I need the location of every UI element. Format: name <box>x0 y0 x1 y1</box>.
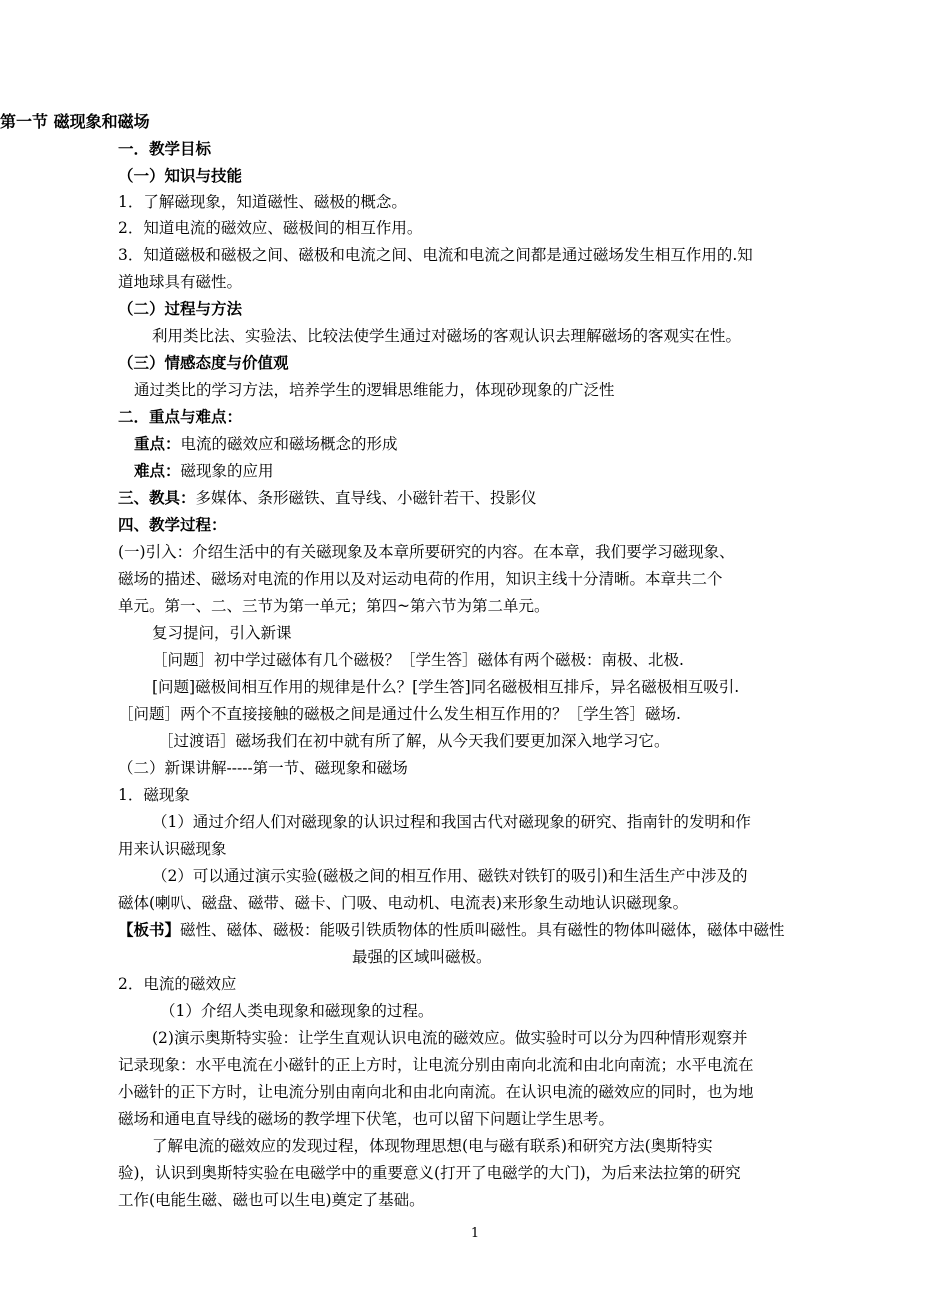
text-line: 3．知道磁极和磁极之间、磁极和电流之间、电流和电流之间都是通过磁场发生相互作用的.知 <box>118 246 753 264</box>
text-line: 复习提问，引入新课 <box>152 624 292 642</box>
page-number: 1 <box>470 1226 480 1241</box>
board-note-text: 磁性、磁体、磁极：能吸引铁质物体的性质叫磁性。具有磁性的物体叫磁体，磁体中磁性 <box>180 921 785 939</box>
difficulty-text: 磁现象的应用 <box>180 462 274 480</box>
heading-key-difficult: 二．重点与难点： <box>118 408 243 426</box>
text-line: （1）介绍人类电现象和磁现象的过程。 <box>160 1002 434 1020</box>
text-line: 工作(电能生磁、磁也可以生电)奠定了基础。 <box>118 1191 425 1209</box>
text-line: 用来认识磁现象 <box>118 840 227 858</box>
teaching-aids-line <box>118 488 537 508</box>
text-line: 磁体(喇叭、磁盘、磁带、磁卡、门吸、电动机、电流表)来形象生动地认识磁现象。 <box>118 894 689 912</box>
text-line: 1．磁现象 <box>118 786 190 804</box>
text-line: ［过渡语］磁场我们在初中就有所了解，从今天我们要更加深入地学习它。 <box>158 732 670 750</box>
text-line: 了解电流的磁效应的发现过程，体现物理思想(电与磁有联系)和研究方法(奥斯特实 <box>152 1137 713 1155</box>
text-line: (一)引入：介绍生活中的有关磁现象及本章所要研究的内容。在本章，我们要学习磁现象、 <box>118 543 735 561</box>
text-line: 通过类比的学习方法，培养学生的逻辑思维能力，体现砂现象的广泛性 <box>134 381 615 399</box>
text-line: 2．知道电流的磁效应、磁极间的相互作用。 <box>118 219 423 237</box>
text-line: [问题]磁极间相互作用的规律是什么？[学生答]同名磁极相互排斥，异名磁极相互吸引. <box>152 678 740 696</box>
page-title: 第一节 磁现象和磁场 <box>0 112 150 131</box>
teaching-aids-text: 多媒体、条形磁铁、直导线、小磁针若干、投影仪 <box>195 489 537 507</box>
difficulty-label: 难点： <box>134 462 181 480</box>
subheading-knowledge-skills: （一）知识与技能 <box>118 167 243 185</box>
text-line: （2）可以通过演示实验(磁极之间的相互作用、磁铁对铁钉的吸引)和生活生产中涉及的 <box>152 867 748 885</box>
text-line: ［问题］两个不直接接触的磁极之间是通过什么发生相互作用的？［学生答］磁场. <box>118 705 681 723</box>
text-line: 小磁针的正下方时，让电流分别由南向北和由北向南流。在认识电流的磁效应的同时，也为地 <box>118 1083 754 1101</box>
text-line: （1）通过介绍人们对磁现象的认识过程和我国古代对磁现象的研究、指南针的发明和作 <box>152 813 751 831</box>
heading-teaching-goals: 一．教学目标 <box>118 140 212 158</box>
key-point-label: 重点： <box>134 435 181 453</box>
text-line: 最强的区域叫磁极。 <box>352 948 492 966</box>
text-line: （二）新课讲解-----第一节、磁现象和磁场 <box>118 759 408 777</box>
text-line: 磁场的描述、磁场对电流的作用以及对运动电荷的作用，知识主线十分清晰。本章共二个 <box>118 570 723 588</box>
text-line: 磁场和通电直导线的磁场的教学埋下伏笔，也可以留下问题让学生思考。 <box>118 1110 615 1128</box>
text-line: 道地球具有磁性。 <box>118 273 243 291</box>
subheading-emotion-values: （三）情感态度与价值观 <box>118 354 289 372</box>
text-line: 利用类比法、实验法、比较法使学生通过对磁场的客观认识去理解磁场的客观实在性。 <box>152 327 742 345</box>
text-line: (2)演示奥斯特实验：让学生直观认识电流的磁效应。做实验时可以分为四种情形观察并 <box>152 1029 748 1047</box>
difficulty-line <box>134 461 274 481</box>
text-line: 1．了解磁现象，知道磁性、磁极的概念。 <box>118 193 407 211</box>
teaching-aids-label: 三、教具： <box>118 489 196 507</box>
text-line: 2．电流的磁效应 <box>118 975 237 993</box>
text-line: ［问题］初中学过磁体有几个磁极？［学生答］磁体有两个磁极：南极、北极. <box>152 651 684 669</box>
text-line: 验)，认识到奥斯特实验在电磁学中的重要意义(打开了电磁学的大门)，为后来法拉第的研究 <box>118 1164 741 1182</box>
board-note-line <box>118 920 785 940</box>
key-point-line <box>134 434 398 454</box>
text-line: 单元。第一、二、三节为第一单元；第四~第六节为第二单元。 <box>118 597 550 615</box>
board-note-label: 【板书】 <box>118 921 181 939</box>
subheading-process-method: （二）过程与方法 <box>118 300 243 318</box>
heading-teaching-process: 四、教学过程： <box>118 516 227 534</box>
text-line: 记录现象：水平电流在小磁针的正上方时，让电流分别由南向北流和由北向南流；水平电流在 <box>118 1056 754 1074</box>
key-point-text: 电流的磁效应和磁场概念的形成 <box>180 435 398 453</box>
